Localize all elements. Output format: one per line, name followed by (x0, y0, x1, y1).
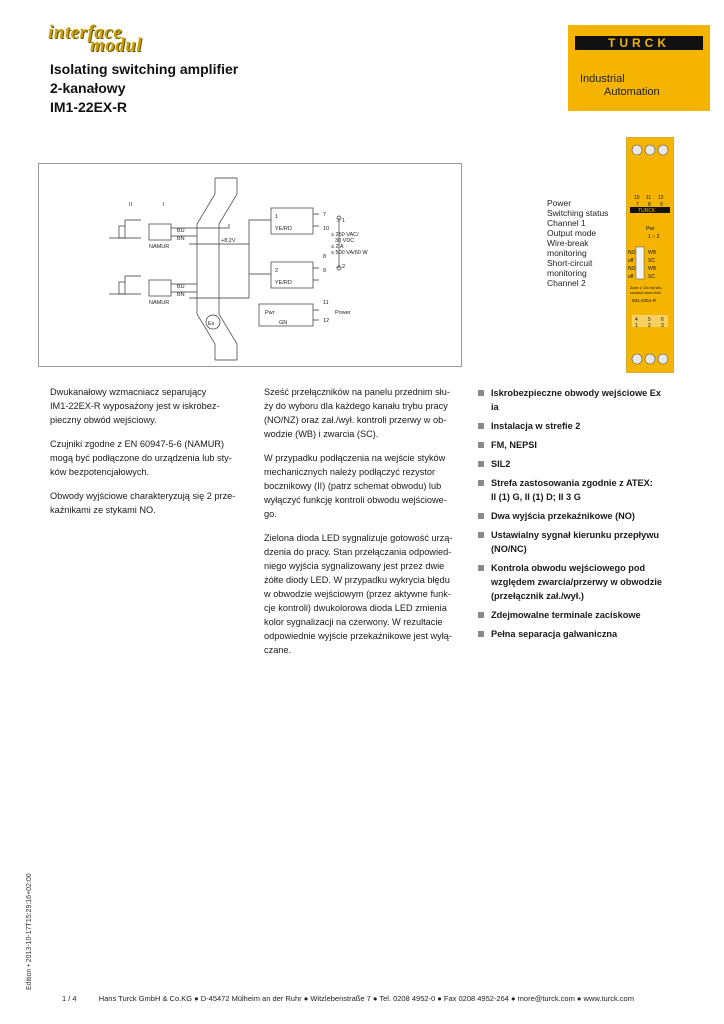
circuit-diagram-svg (39, 164, 461, 366)
circuit-diagram (38, 163, 462, 367)
rating-1: ≤ 250 VAC/ (331, 232, 359, 238)
callout-monitoring-2: monitoring (547, 268, 587, 278)
dev-switch-off2: off (628, 274, 634, 280)
rating-3: ≤ 2 A (331, 244, 344, 250)
feature-text: SIL2 (491, 459, 511, 469)
bullet-icon (478, 631, 484, 637)
product-title (50, 60, 238, 117)
feature-item (478, 457, 678, 471)
dev-term-2: 2 (648, 323, 651, 329)
interface-modul-logo (48, 22, 143, 56)
device-svg (626, 137, 674, 373)
feature-text: Pełna separacja galwaniczna (491, 629, 618, 639)
namur-1: NAMUR (149, 244, 170, 250)
callout-monitoring-1: monitoring (547, 248, 587, 258)
dev-brand: TURCK (638, 208, 656, 214)
dev-switch-off1: off (628, 258, 634, 264)
term-12: 12 (323, 318, 330, 324)
out-arrow-1: → 1 (335, 218, 346, 224)
dev-switch-no2: NO (628, 266, 636, 272)
term-7: 7 (323, 212, 327, 218)
dev-switch-wb1: WB (648, 250, 657, 256)
feature-item (478, 561, 678, 603)
dev-switch-sc1: SC (648, 258, 655, 264)
zone-label-ii: II (129, 202, 133, 208)
bullet-icon (478, 390, 484, 396)
tagline-line-2: Automation (604, 86, 660, 98)
description-column-2 (264, 385, 466, 667)
title-line-1: Isolating switching amplifier (50, 61, 239, 77)
rating-2: 30 VDC (335, 238, 355, 244)
logo-line-1: interface (48, 22, 123, 43)
led-label-2: YE/RD (275, 280, 292, 286)
relay-2-label: 2 (275, 268, 279, 274)
page-number: 1 / 4 (62, 994, 77, 1003)
bullet-icon (478, 513, 484, 519)
callout-switching-status: Switching status (547, 208, 609, 218)
power-label: Power (335, 310, 351, 316)
dev-term-12: 12 (658, 195, 664, 201)
feature-text: Kontrola obwodu wejściowego pod względem zwarcia/przerwy w obwodzie (przełącznik zał./wył.) (491, 563, 663, 601)
bullet-icon (478, 480, 484, 486)
zone-label-i: I (163, 202, 165, 208)
title-line-2: 2-kanałowy (50, 80, 126, 96)
callout-channel-2: Channel 2 (547, 278, 586, 288)
term-8: 8 (323, 254, 327, 260)
dev-term-6: 6 (661, 317, 664, 323)
company-contact: Hans Turck GmbH & Co.KG ● D-45472 Mülheim an der Ruhr ● Witzlebenstraße 7 ● Tel. 0208 4952-0 ● Fax 0208 4952-264 ● more@turck.com ● www.turck.com (98, 994, 634, 1003)
relay-1-label: 1 (275, 214, 279, 220)
wire-bu-2: BU (177, 284, 185, 290)
feature-text: Ustawialny sygnał kierunku przepływu (NO/NC) (491, 530, 659, 554)
title-line-3: IM1-22EX-R (50, 99, 128, 115)
feature-text: Dwa wyjścia przekaźnikowe (NO) (491, 511, 635, 521)
feature-item (478, 386, 678, 414)
term-11: 11 (323, 300, 329, 306)
feature-list (478, 386, 678, 646)
callout-wire-break: Wire-break (547, 238, 589, 248)
dev-term-11: 11 (646, 195, 652, 201)
paragraph: Zielona dioda LED sygnalizuje gotowość urzą- dzenia do pracy. Stan przełączania odpowied- niego wyjścia sygnalizowany jest przez dwie żółte diody LED. W przypadku wykrycia błędu w obwodzie wejściowym (przez aktywne funk- cje kontroli) dwukolorowa dioda LED zmienia kolor sygnalizacji na czerwony. W rezultacie odpowiednie wyjście przekaźnikowe jest wyłą- czane. (264, 533, 453, 655)
dev-warning-2: connect when live! (630, 291, 662, 295)
page-footer (62, 994, 634, 1003)
dev-led-1-2: 1 ○ 2 (648, 234, 660, 240)
device-callouts (547, 199, 608, 289)
callout-power: Power (547, 198, 572, 208)
bullet-icon (478, 532, 484, 538)
dev-switch-wb2: WB (648, 266, 657, 272)
paragraph: Sześć przełączników na panelu przednim słu- ży do wyboru dla każdego kanału trybu pracy (NO/NZ) oraz zał./wył. kontroli przerwy w ob- wodzie (WB) i zwarcia (SC). (264, 387, 450, 439)
dev-model: IM1-22Ex-R (632, 298, 657, 303)
bullet-icon (478, 461, 484, 467)
led-label-1: YE/RD (275, 226, 292, 232)
dev-term-4: 4 (635, 317, 638, 323)
feature-item (478, 419, 678, 433)
bullet-icon (478, 565, 484, 571)
rating-4: ≤ 500 VA/60 W (331, 250, 368, 256)
feature-item (478, 627, 678, 641)
feature-text: Iskrobezpieczne obwody wejściowe Ex ia (491, 388, 662, 412)
callout-short-circuit: Short-circuit (547, 258, 593, 268)
term-10: 10 (323, 226, 330, 232)
dev-switch-sc2: SC (648, 274, 655, 280)
description-column-1 (50, 385, 250, 527)
wire-bn-1: BN (177, 236, 185, 242)
turck-logo: TURCK (575, 36, 703, 50)
paragraph: W przypadku podłączenia na wejście styków mechanicznych należy podłączyć rezystor bocznikowy (II) (patrz schemat obwodu) lub wyłączyć funkcję kontroli obwodu wejściowe- go. (264, 453, 447, 519)
feature-item (478, 509, 678, 523)
feature-item (478, 528, 678, 556)
term-9: 9 (323, 268, 327, 274)
feature-text: Instalacja w strefie 2 (491, 421, 581, 431)
wire-bn-2: BN (177, 292, 185, 298)
dev-term-7: 7 (636, 202, 639, 208)
namur-2: NAMUR (149, 300, 170, 306)
dev-term-3: 3 (661, 323, 664, 329)
dev-switch-no1: NO (628, 250, 636, 256)
callout-output-mode: Output mode (547, 228, 597, 238)
wire-bu-1: BU (177, 228, 185, 234)
gn-label: GN (279, 320, 288, 326)
feature-text: FM, NEPSI (491, 440, 537, 450)
ex-label: Ex (208, 321, 215, 327)
dev-term-10: 10 (634, 195, 640, 201)
dev-term-9: 9 (660, 202, 663, 208)
bullet-icon (478, 612, 484, 618)
pwr-label: Pwr (265, 310, 275, 316)
bullet-icon (478, 423, 484, 429)
logo-line-2: modul (90, 35, 143, 56)
paragraph: Czujniki zgodne z EN 60947-5-6 (NAMUR) mogą być podłączone do urządzenia lub sty- ków bezpotencjałowych. (50, 439, 232, 477)
industrial-automation-tagline (580, 73, 660, 99)
dev-term-1: 1 (635, 323, 638, 329)
feature-item (478, 438, 678, 452)
dev-term-8: 8 (648, 202, 651, 208)
feature-item (478, 608, 678, 622)
feature-item (478, 476, 678, 504)
dev-warning-1: Zone 2: Do not dis- (630, 286, 663, 290)
out-arrow-2: → 2 (335, 264, 346, 270)
dev-term-5: 5 (648, 317, 651, 323)
feature-text: Zdejmowalne terminale zaciskowe (491, 610, 641, 620)
tagline-line-1: Industrial (580, 73, 625, 85)
supply-label: +8,2V (221, 238, 236, 244)
callout-channel-1: Channel 1 (547, 218, 586, 228)
paragraph: Obwody wyjściowe charakteryzują się 2 prze- kaźnikami ze stykami NO. (50, 491, 236, 515)
paragraph: Dwukanałowy wzmacniacz separujący IM1-22EX-R wyposażony jest w iskrobez- pieczny obwód wejściowy. (50, 387, 220, 425)
dev-pwr-label: Pwr (646, 226, 655, 232)
device-illustration (626, 137, 674, 373)
feature-text: Strefa zastosowania zgodnie z ATEX: II (1) G, II (1) D; II 3 G (491, 478, 653, 502)
bullet-icon (478, 442, 484, 448)
edition-stamp: Edition • 2013-10-17T15:29:16+02:00 (26, 873, 33, 990)
